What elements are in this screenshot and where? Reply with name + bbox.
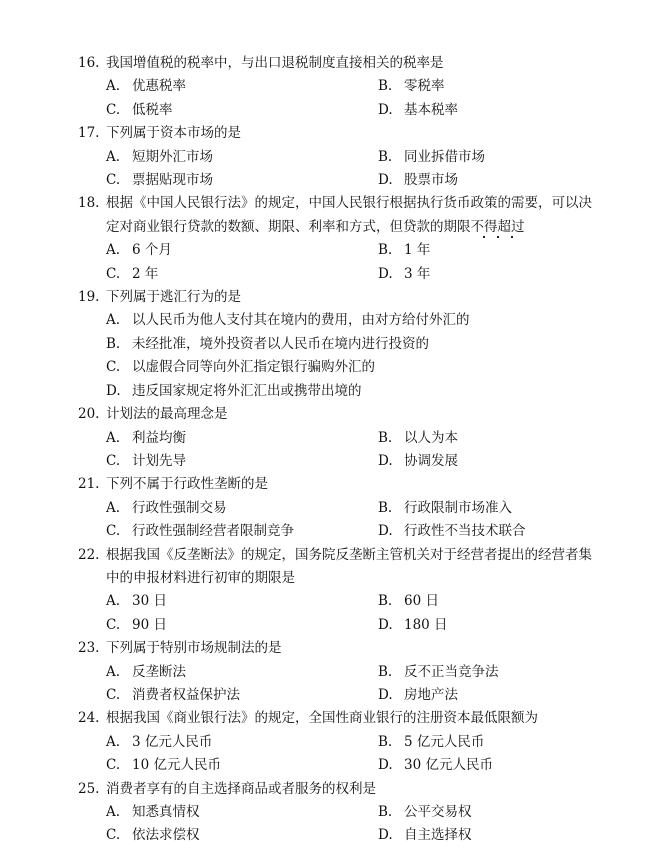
question-number: 22. bbox=[78, 546, 100, 563]
option-text: 30 日 bbox=[132, 593, 167, 610]
option-letter: C. bbox=[106, 616, 121, 633]
option-c[interactable] bbox=[106, 824, 378, 847]
option-text: 反垄断法 bbox=[132, 663, 186, 680]
option-d[interactable] bbox=[106, 380, 656, 403]
question-stem: 下列不属于行政性垄断的是 bbox=[106, 476, 268, 493]
option-group bbox=[106, 427, 656, 474]
option-c[interactable] bbox=[106, 356, 656, 379]
question-stem-continuation bbox=[106, 216, 656, 239]
option-b[interactable] bbox=[378, 590, 598, 613]
question-stem: 根据我国《反垄断法》的规定，国务院反垄断主管机关对于经营者提出的经营者集 bbox=[106, 546, 592, 563]
option-text: 协调发展 bbox=[404, 452, 458, 469]
option-text: 以人为本 bbox=[404, 429, 458, 446]
question-number: 23. bbox=[78, 640, 100, 657]
option-text: 低税率 bbox=[132, 101, 173, 118]
option-a[interactable] bbox=[106, 427, 378, 450]
option-letter: B. bbox=[378, 242, 393, 259]
question-stem-line bbox=[78, 707, 656, 730]
option-group bbox=[106, 731, 656, 778]
option-text: 自主选择权 bbox=[404, 827, 472, 844]
option-text: 行政性不当技术联合 bbox=[404, 523, 526, 540]
option-letter: A. bbox=[106, 499, 121, 516]
question-stem: 下列属于逃汇行为的是 bbox=[106, 289, 241, 306]
option-c[interactable] bbox=[106, 684, 378, 707]
option-letter: B. bbox=[378, 663, 393, 680]
option-d[interactable] bbox=[378, 754, 598, 777]
question-stem: 消费者享有的自主选择商品或者服务的权利是 bbox=[106, 780, 376, 797]
option-text: 零税率 bbox=[404, 78, 445, 95]
question-number: 24. bbox=[78, 710, 100, 727]
option-letter: C. bbox=[106, 101, 121, 118]
question-18 bbox=[0, 192, 656, 286]
option-b[interactable] bbox=[106, 333, 656, 356]
option-d[interactable] bbox=[378, 169, 598, 192]
option-text: 计划先导 bbox=[132, 452, 186, 469]
option-letter: D. bbox=[378, 265, 393, 282]
option-text: 优惠税率 bbox=[132, 78, 186, 95]
question-20 bbox=[0, 403, 656, 473]
option-d[interactable] bbox=[378, 99, 598, 122]
question-number: 20. bbox=[78, 406, 100, 423]
option-letter: D. bbox=[378, 827, 393, 844]
option-c[interactable] bbox=[106, 754, 378, 777]
option-c[interactable] bbox=[106, 99, 378, 122]
option-group bbox=[106, 309, 656, 403]
option-letter: D. bbox=[378, 523, 393, 540]
question-23 bbox=[0, 637, 656, 707]
option-letter: C. bbox=[106, 523, 121, 540]
question-25 bbox=[0, 778, 656, 848]
question-stem: 根据我国《商业银行法》的规定，全国性商业银行的注册资本最低限额为 bbox=[106, 710, 538, 727]
option-letter: B. bbox=[378, 593, 393, 610]
option-letter: A. bbox=[106, 148, 121, 165]
question-stem-text: 定对商业银行贷款的数额、期限、利率和方式，但贷款的期限 bbox=[106, 218, 471, 235]
option-c[interactable] bbox=[106, 450, 378, 473]
option-text: 基本税率 bbox=[404, 101, 458, 118]
question-stem: 我国增值税的税率中，与出口退税制度直接相关的税率是 bbox=[106, 55, 444, 71]
question-list bbox=[0, 52, 656, 848]
option-d[interactable] bbox=[378, 520, 598, 543]
option-b[interactable] bbox=[378, 801, 598, 824]
option-group bbox=[106, 239, 656, 286]
option-letter: D. bbox=[106, 382, 121, 399]
option-group bbox=[106, 75, 656, 122]
question-24 bbox=[0, 707, 656, 777]
question-number: 16. bbox=[78, 55, 100, 71]
option-text: 3 亿元人民币 bbox=[132, 733, 213, 750]
option-letter: B. bbox=[106, 335, 121, 352]
option-a[interactable] bbox=[106, 801, 378, 824]
option-a[interactable] bbox=[106, 497, 378, 520]
question-16 bbox=[0, 52, 656, 122]
option-letter: D. bbox=[378, 686, 393, 703]
option-letter: C. bbox=[106, 757, 121, 774]
question-number: 25. bbox=[78, 780, 100, 797]
option-c[interactable] bbox=[106, 263, 378, 286]
option-text: 依法求偿权 bbox=[132, 827, 200, 844]
option-text: 以虚假合同等向外汇指定银行骗购外汇的 bbox=[132, 359, 375, 376]
question-stem-line bbox=[78, 544, 656, 567]
option-letter: B. bbox=[378, 499, 393, 516]
question-19 bbox=[0, 286, 656, 403]
option-text: 行政性强制交易 bbox=[132, 499, 227, 516]
option-a[interactable] bbox=[106, 146, 378, 169]
option-text: 股票市场 bbox=[404, 172, 458, 189]
question-stem-line bbox=[78, 778, 656, 801]
option-b[interactable] bbox=[378, 239, 598, 262]
option-text: 房地产法 bbox=[404, 686, 458, 703]
option-text: 5 亿元人民币 bbox=[404, 733, 485, 750]
question-stem-text: 中的申报材料进行初审的期限是 bbox=[106, 569, 295, 586]
option-text: 行政性强制经营者限制竞争 bbox=[132, 523, 294, 540]
emphasis-text: 不得超过 bbox=[470, 218, 525, 235]
option-letter: D. bbox=[378, 101, 393, 118]
question-stem-line bbox=[78, 637, 656, 660]
option-letter: D. bbox=[378, 172, 393, 189]
option-text: 公平交易权 bbox=[404, 804, 472, 820]
option-text: 2 年 bbox=[132, 265, 159, 282]
option-text: 利益均衡 bbox=[132, 429, 186, 446]
question-stem: 下列属于资本市场的是 bbox=[106, 125, 241, 142]
option-text: 行政限制市场准入 bbox=[404, 499, 512, 516]
question-stem-line bbox=[78, 122, 656, 145]
option-b[interactable] bbox=[378, 497, 598, 520]
option-d[interactable] bbox=[378, 614, 598, 637]
option-c[interactable] bbox=[106, 169, 378, 192]
option-a[interactable] bbox=[106, 75, 378, 98]
option-group bbox=[106, 661, 656, 708]
option-text: 违反国家规定将外汇汇出或携带出境的 bbox=[132, 382, 362, 399]
question-22 bbox=[0, 544, 656, 638]
option-b[interactable] bbox=[378, 146, 598, 169]
option-text: 10 亿元人民币 bbox=[132, 757, 221, 774]
option-group bbox=[106, 146, 656, 193]
option-text: 1 年 bbox=[404, 242, 431, 259]
question-number: 18. bbox=[78, 195, 100, 212]
option-a[interactable] bbox=[106, 731, 378, 754]
option-c[interactable] bbox=[106, 520, 378, 543]
question-21 bbox=[0, 473, 656, 543]
question-stem: 根据《中国人民银行法》的规定，中国人民银行根据执行货币政策的需要，可以决 bbox=[106, 195, 592, 212]
option-text: 短期外汇市场 bbox=[132, 148, 213, 165]
option-letter: C. bbox=[106, 172, 121, 189]
option-text: 60 日 bbox=[404, 593, 439, 610]
question-stem: 下列属于特别市场规制法的是 bbox=[106, 640, 282, 657]
option-letter: B. bbox=[378, 429, 393, 446]
option-text: 同业拆借市场 bbox=[404, 148, 485, 165]
option-letter: C. bbox=[106, 827, 121, 844]
option-letter: B. bbox=[378, 148, 393, 165]
option-text: 反不正当竞争法 bbox=[404, 663, 499, 680]
option-letter: C. bbox=[106, 686, 121, 703]
option-letter: D. bbox=[378, 757, 393, 774]
option-letter: B. bbox=[378, 804, 393, 820]
question-stem-continuation bbox=[106, 567, 656, 590]
question-stem-line bbox=[78, 473, 656, 496]
option-text: 票据贴现市场 bbox=[132, 172, 213, 189]
option-text: 180 日 bbox=[404, 616, 448, 633]
option-letter: A. bbox=[106, 593, 121, 610]
option-d[interactable] bbox=[378, 684, 598, 707]
option-text: 6 个月 bbox=[132, 242, 172, 259]
option-letter: B. bbox=[378, 78, 393, 95]
option-text: 90 日 bbox=[132, 616, 167, 633]
option-letter: A. bbox=[106, 663, 121, 680]
option-a[interactable] bbox=[106, 661, 378, 684]
option-letter: A. bbox=[106, 733, 121, 750]
question-stem-line bbox=[78, 403, 656, 426]
option-a[interactable] bbox=[106, 590, 378, 613]
option-b[interactable] bbox=[378, 661, 598, 684]
option-letter: C. bbox=[106, 359, 121, 376]
question-stem-line bbox=[78, 192, 656, 215]
question-stem-line bbox=[78, 286, 656, 309]
option-letter: D. bbox=[378, 616, 393, 633]
option-b[interactable] bbox=[378, 731, 598, 754]
option-b[interactable] bbox=[378, 75, 598, 98]
option-letter: A. bbox=[106, 804, 121, 820]
question-stem: 计划法的最高理念是 bbox=[106, 406, 228, 423]
question-17 bbox=[0, 122, 656, 192]
option-b[interactable] bbox=[378, 427, 598, 450]
option-d[interactable] bbox=[378, 824, 598, 847]
option-a[interactable] bbox=[106, 239, 378, 262]
option-group bbox=[106, 590, 656, 637]
option-a[interactable] bbox=[106, 309, 656, 332]
option-d[interactable] bbox=[378, 263, 598, 286]
option-group bbox=[106, 497, 656, 544]
option-text: 未经批准，境外投资者以人民币在境内进行投资的 bbox=[132, 335, 429, 352]
option-letter: A. bbox=[106, 78, 121, 95]
option-text: 消费者权益保护法 bbox=[132, 686, 240, 703]
option-letter: D. bbox=[378, 452, 393, 469]
option-text: 30 亿元人民币 bbox=[404, 757, 493, 774]
option-letter: A. bbox=[106, 429, 121, 446]
option-c[interactable] bbox=[106, 614, 378, 637]
option-letter: B. bbox=[378, 733, 393, 750]
question-number: 17. bbox=[78, 125, 100, 142]
option-letter: A. bbox=[106, 242, 121, 259]
option-letter: C. bbox=[106, 265, 121, 282]
question-number: 21. bbox=[78, 476, 100, 493]
option-d[interactable] bbox=[378, 450, 598, 473]
option-letter: C. bbox=[106, 452, 121, 469]
option-text: 3 年 bbox=[404, 265, 431, 282]
option-text: 知悉真情权 bbox=[132, 804, 200, 820]
option-letter: A. bbox=[106, 312, 121, 329]
option-group bbox=[106, 801, 656, 848]
question-number: 19. bbox=[78, 289, 100, 306]
option-text: 以人民币为他人支付其在境内的费用，由对方给付外汇的 bbox=[132, 312, 470, 329]
question-stem-line bbox=[78, 52, 656, 75]
